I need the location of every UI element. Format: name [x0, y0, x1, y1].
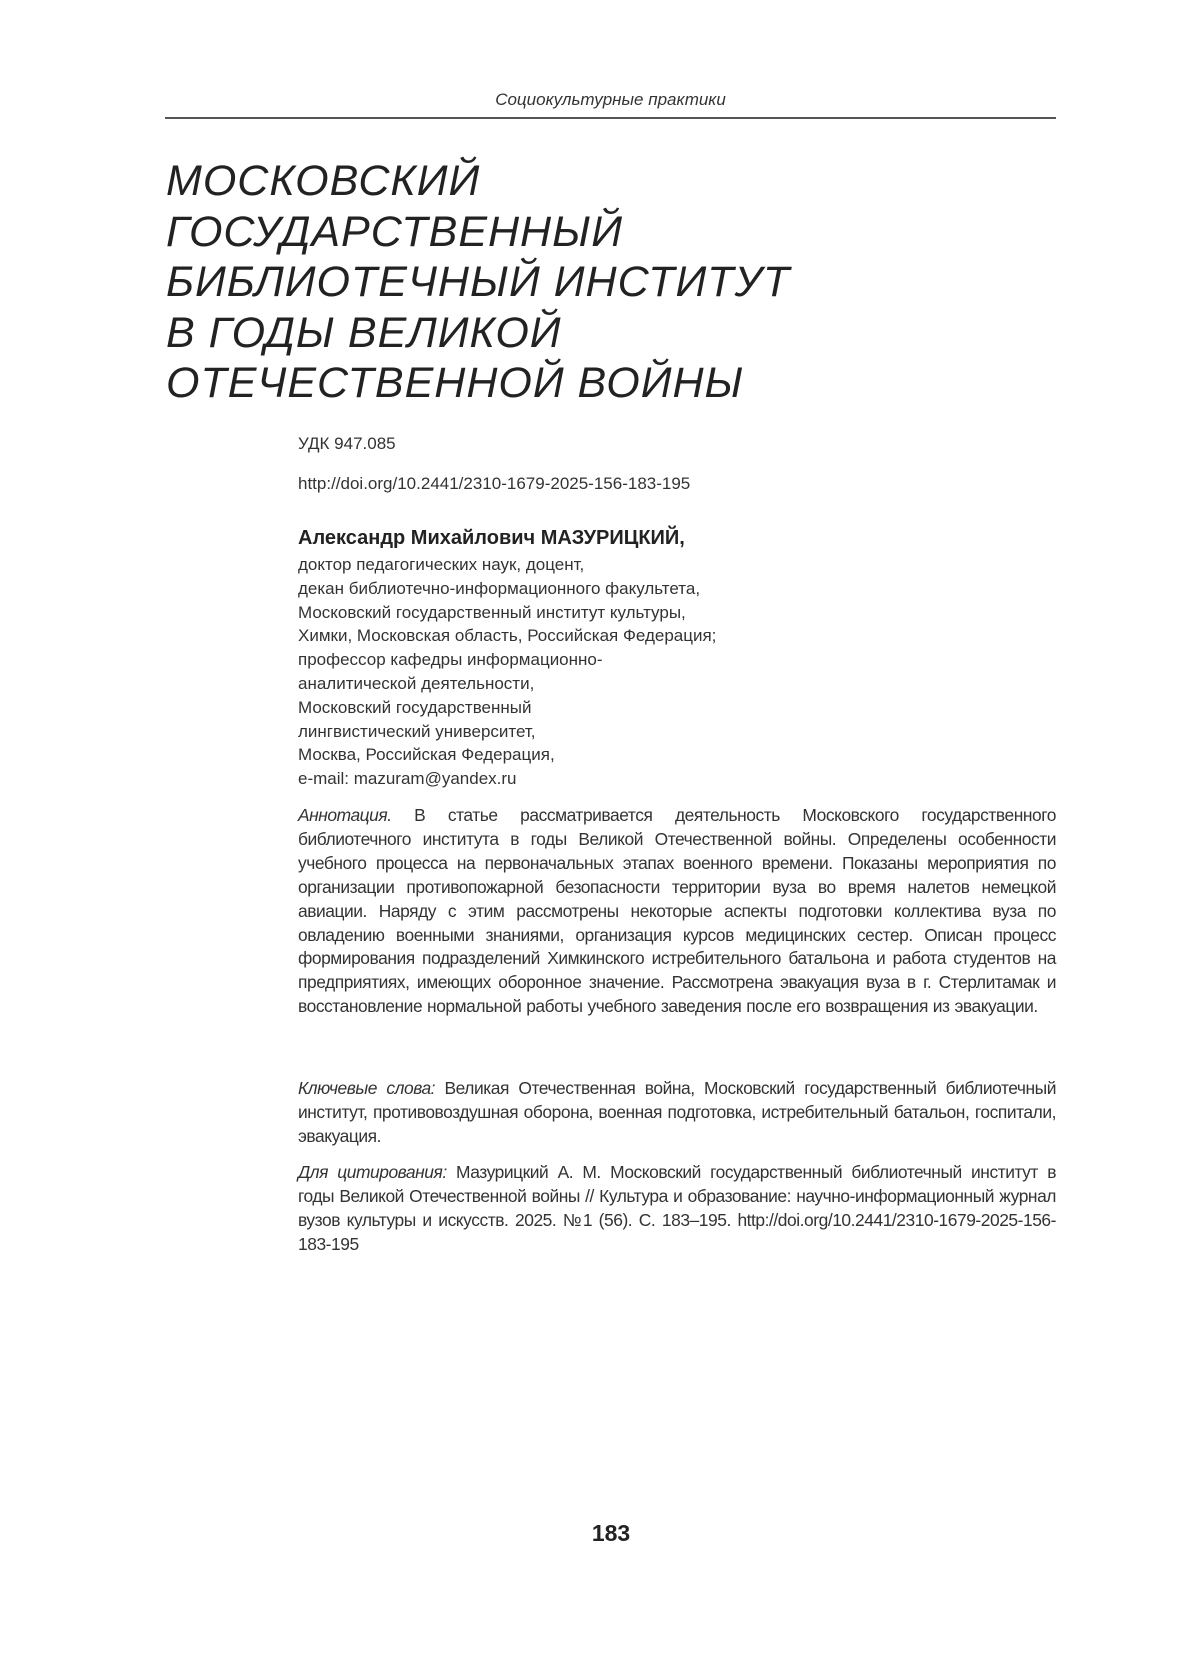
author-affiliation — [298, 553, 1056, 791]
title-line: ГОСУДАРСТВЕННЫЙ — [166, 207, 623, 256]
title-line: МОСКОВСКИЙ — [166, 157, 481, 205]
keywords-text: Великая Отечественная война, Московский государственный библиотечный институт, противовоздушная оборона, военная подготовка, истребительный батальон, госпитали, эвакуация. — [298, 1078, 1056, 1146]
doi-link[interactable]: http://doi.org/10.2441/2310-1679-2025-156-183-195 — [298, 474, 691, 493]
abstract-label: Аннотация. — [298, 805, 392, 825]
citation — [298, 1161, 1056, 1257]
affiliation-line: аналитической деятельности, — [298, 673, 535, 693]
udk: УДК 947.085 — [298, 434, 396, 453]
affiliation-line: Москва, Российская Федерация, — [298, 745, 555, 765]
keywords-label: Ключевые слова: — [298, 1078, 436, 1098]
author-name: Александр Михайлович МАЗУРИЦКИЙ, — [298, 527, 685, 549]
affiliation-line: Химки, Московская область, Российская Федерация; — [298, 626, 717, 646]
affiliation-line: лингвистический университет, — [298, 721, 536, 741]
affiliation-line: декан библиотечно-информационного факультета, — [298, 578, 701, 598]
running-head: Социокультурные практики — [495, 90, 726, 109]
affiliation-line: доктор педагогических наук, доцент, — [298, 555, 585, 574]
affiliation-line: профессор кафедры информационно- — [298, 650, 603, 670]
abstract-text: В статье рассматривается деятельность Московского государственного библиотечного института в годы Великой Отечественной войны. Определены особенности учебного процесса на первоначальных этапах военного времени. Показаны мероприятия по организации противопожарной безопасности территории вуза во время налетов немецкой авиации. Наряду с этим рассмотрены некоторые аспекты подготовки коллектива вуза по овладению военными знаниями, организация курсов медицинских сестер. Описан процесс формирования подразделений Химкинского истребительного батальона и работа студентов на предприятиях, имеющих оборонное значение. Рассмотрена эвакуация вуза в г. Стерлитамак и восстановление нормальной работы учебного заведения после его возвращения из эвакуации. — [298, 805, 1056, 1017]
abstract — [298, 804, 1056, 1019]
affiliation-line: Московский государственный — [298, 697, 532, 717]
citation-text: Мазурицкий А. М. Московский государственный библиотечный институт в годы Великой Отечественной войны // Культура и образование: научно-информационный журнал вузов культуры и искусств. 2025. №1 (56). С. 183–195. http://doi.org/10.2441/2310-1679-2025-156-183-195 — [298, 1162, 1056, 1254]
keywords — [298, 1077, 1056, 1149]
page-number: 183 — [591, 1520, 631, 1546]
title-line: В ГОДЫ ВЕЛИКОЙ — [166, 308, 562, 357]
title-line: БИБЛИОТЕЧНЫЙ ИНСТИТУТ — [166, 258, 791, 306]
title-line: ОТЕЧЕСТВЕННОЙ ВОЙНЫ — [166, 359, 744, 407]
citation-label: Для цитирования: — [298, 1162, 447, 1182]
header-rule — [165, 117, 1056, 119]
author-email[interactable]: e-mail: mazuram@yandex.ru — [298, 769, 517, 789]
affiliation-line: Московский государственный институт культуры, — [298, 602, 686, 622]
article-title — [166, 156, 790, 409]
